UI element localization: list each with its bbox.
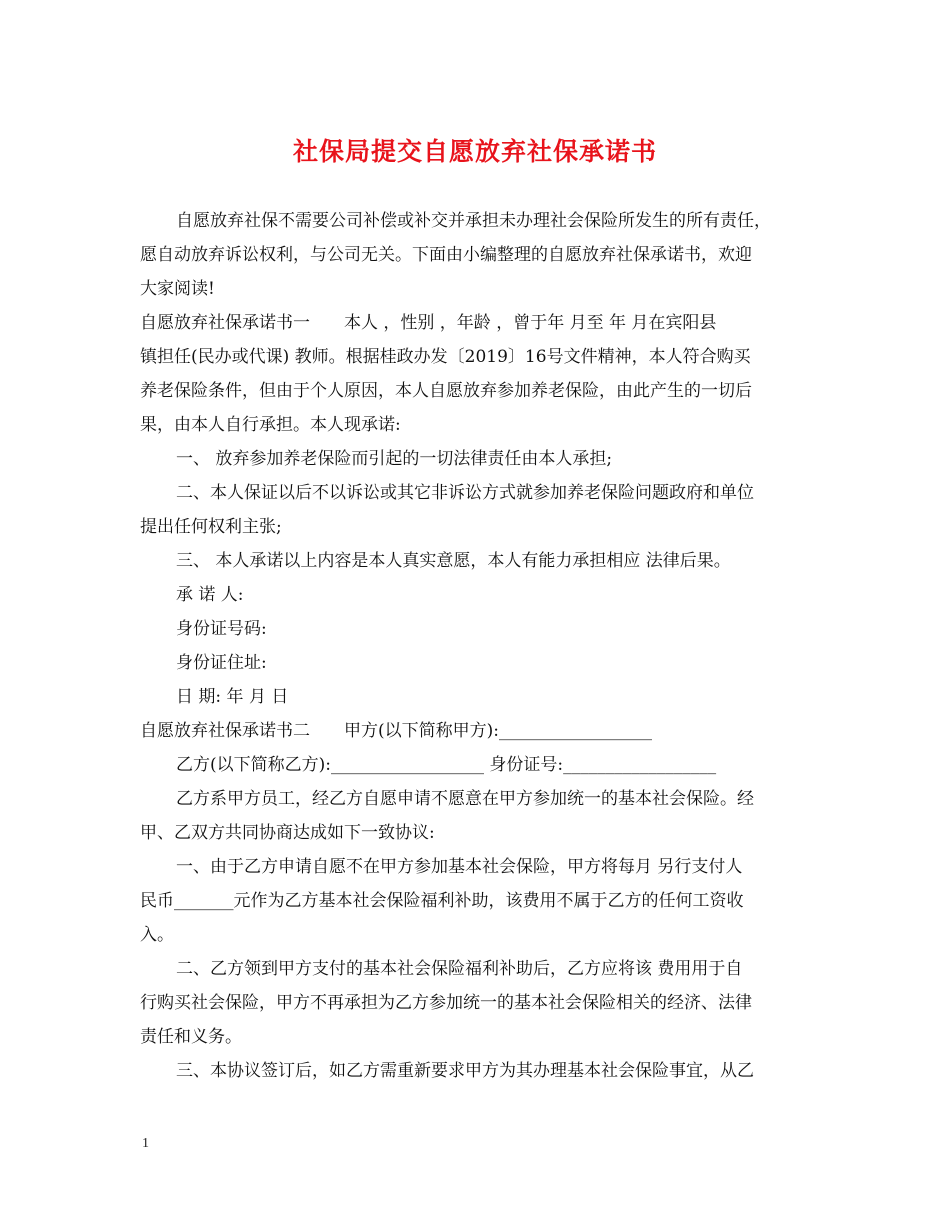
text-line: 三、 本人承诺以上内容是本人真实意愿，本人有能力承担相应 法律后果。 <box>176 551 731 571</box>
text-line: 果，由本人自行承担。本人现承诺: <box>140 415 401 435</box>
text-line: 甲、乙双方共同协商达成如下一致协议: <box>140 823 435 843</box>
text-line: 自愿放弃社保不需要公司补偿或补交并承担未办理社会保险所发生的所有责任， <box>176 211 771 231</box>
text-line: 三、本协议签订后，如乙方需重新要求甲方为其办理基本社会保险事宜，从乙 <box>176 1061 754 1081</box>
text-line: 二、本人保证以后不以诉讼或其它非诉讼方式就参加养老保险问题政府和单位 <box>176 483 754 503</box>
page-number: 1 <box>142 1136 149 1151</box>
text-line: 镇担任(民办或代课) 教师。根据桂政办发〔2019〕16号文件精神，本人符合购买 <box>140 347 751 367</box>
text-line: 自愿放弃社保承诺书二 甲方(以下简称甲方):__________________ <box>140 721 652 741</box>
text-line: 入。 <box>140 925 174 945</box>
text-line: 大家阅读! <box>140 279 215 299</box>
text-line: 提出任何权利主张; <box>140 517 282 537</box>
text-line: 身份证住址: <box>176 653 267 673</box>
text-line: 二、乙方领到甲方支付的基本社会保险福利补助后，乙方应将该 费用用于自 <box>176 959 743 979</box>
text-line: 愿自动放弃诉讼权利，与公司无关。下面由小编整理的自愿放弃社保承诺书，欢迎 <box>140 245 752 265</box>
text-line: 自愿放弃社保承诺书一 本人 ，性别 ，年龄 ，曾于年 月至 年 月在宾阳县 <box>140 313 717 333</box>
document-title: 社保局提交自愿放弃社保承诺书 <box>292 137 657 166</box>
text-line: 乙方(以下简称乙方):__________________ 身份证号:__________________ <box>176 755 717 775</box>
text-line: 养老保险条件，但由于个人原因，本人自愿放弃参加养老保险，由此产生的一切后 <box>140 381 752 401</box>
text-line: 一、由于乙方申请自愿不在甲方参加基本社会保险，甲方将每月 另行支付人 <box>176 857 743 877</box>
text-line: 乙方系甲方员工，经乙方自愿申请不愿意在甲方参加统一的基本社会保险。经 <box>176 789 754 809</box>
document-body <box>140 204 820 1088</box>
text-line: 一、 放弃参加养老保险而引起的一切法律责任由本人承担; <box>176 449 613 469</box>
text-line: 行购买社会保险，甲方不再承担为乙方参加统一的基本社会保险相关的经济、法律 <box>140 993 752 1013</box>
text-line: 民币_______元作为乙方基本社会保险福利补助，该费用不属于乙方的任何工资收 <box>140 891 744 911</box>
text-line: 承 诺 人: <box>176 585 244 605</box>
text-line: 日 期: 年 月 日 <box>176 687 289 707</box>
text-line: 身份证号码: <box>176 619 267 639</box>
text-line: 责任和义务。 <box>140 1027 242 1047</box>
